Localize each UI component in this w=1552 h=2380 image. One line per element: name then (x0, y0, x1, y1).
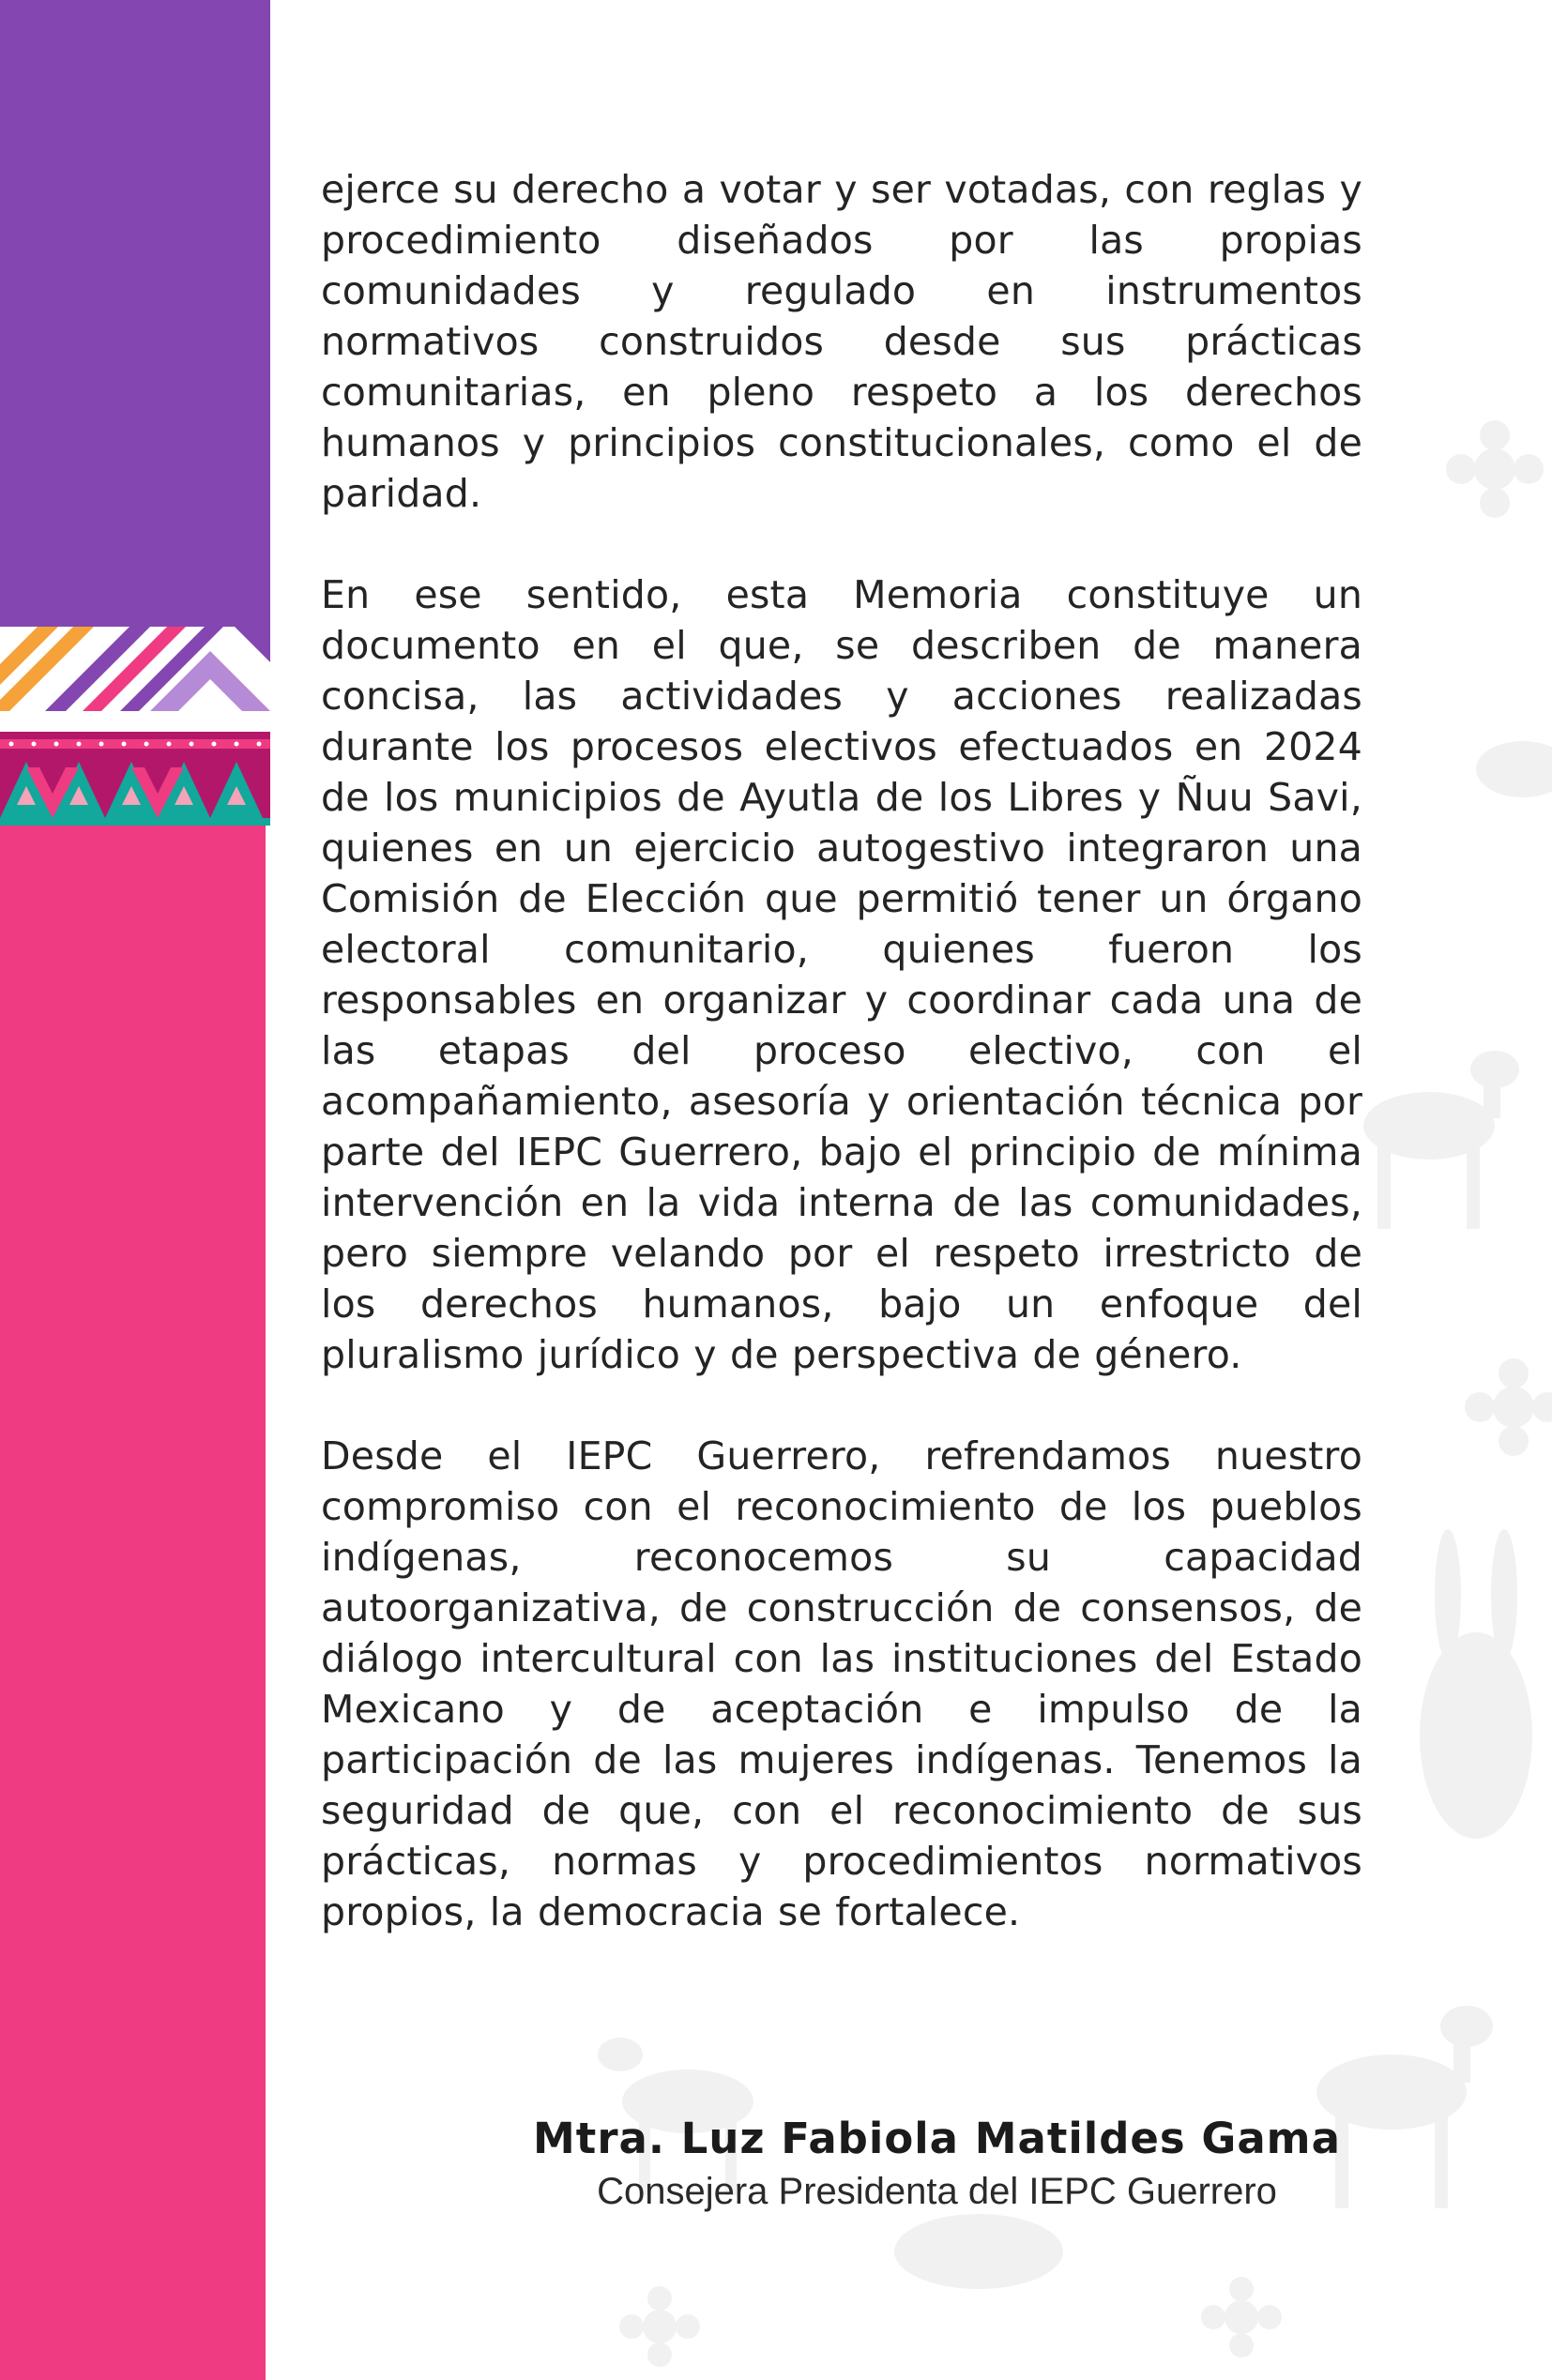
signatory-role: Consejera Presidenta del IEPC Guerrero (597, 2171, 1277, 2212)
decorative-sidebar (0, 0, 266, 2380)
paragraph-1: ejerce su derecho a votar y ser votadas, con reglas y procedimiento diseñados por las propias comunidades y regulado en instrumentos normativos construidos desde sus prácticas comunitarias, en pleno respeto a los derechos humanos y principios constitucionales, como el de paridad. (321, 167, 1362, 516)
sidebar-pink-band (0, 826, 266, 2380)
sidebar-purple-band (0, 0, 270, 627)
signature-block (266, 2113, 1552, 2218)
body-text (321, 164, 1362, 1988)
sidebar-triangle-pattern (0, 732, 270, 826)
paragraph-2: En ese sentido, esta Memoria constituye un documento en el que, se describen de manera concisa, las actividades y acciones realizadas durante los procesos electivos efectuados en 2024 de los municipios de Ayutla de los Libres y Ñuu Savi, quienes en un ejercicio autogestivo integraron una Comisión de Elección que permitió tener un órgano electoral comunitario, quienes fueron los responsables en organizar y coordinar cada una de las etapas del proceso electivo, con el acompañamiento, asesoría y orientación técnica por parte del IEPC Guerrero, bajo el principio de mínima intervención en la vida interna de las comunidades, pero siempre velando por el respeto irrestricto de los derechos humanos, bajo un enfoque del pluralismo jurídico y de perspectiva de género. (321, 572, 1362, 1377)
paragraph-3: Desde el IEPC Guerrero, refrendamos nuestro compromiso con el reconocimiento de los pueblos indígenas, reconocemos su capacidad autoorganizativa, de construcción de consensos, de diálogo intercultural con las instituciones del Estado Mexicano y de aceptación e impulso de la participación de las mujeres indígenas. Tenemos la seguridad de que, con el reconocimiento de sus prácticas, normas y procedimientos normativos propios, la democracia se fortalece. (321, 1433, 1362, 1934)
signatory-name: Mtra. Luz Fabiola Matildes Gama (533, 2114, 1341, 2163)
sidebar-stripe-pattern (0, 627, 270, 711)
sidebar-gap (0, 711, 270, 732)
